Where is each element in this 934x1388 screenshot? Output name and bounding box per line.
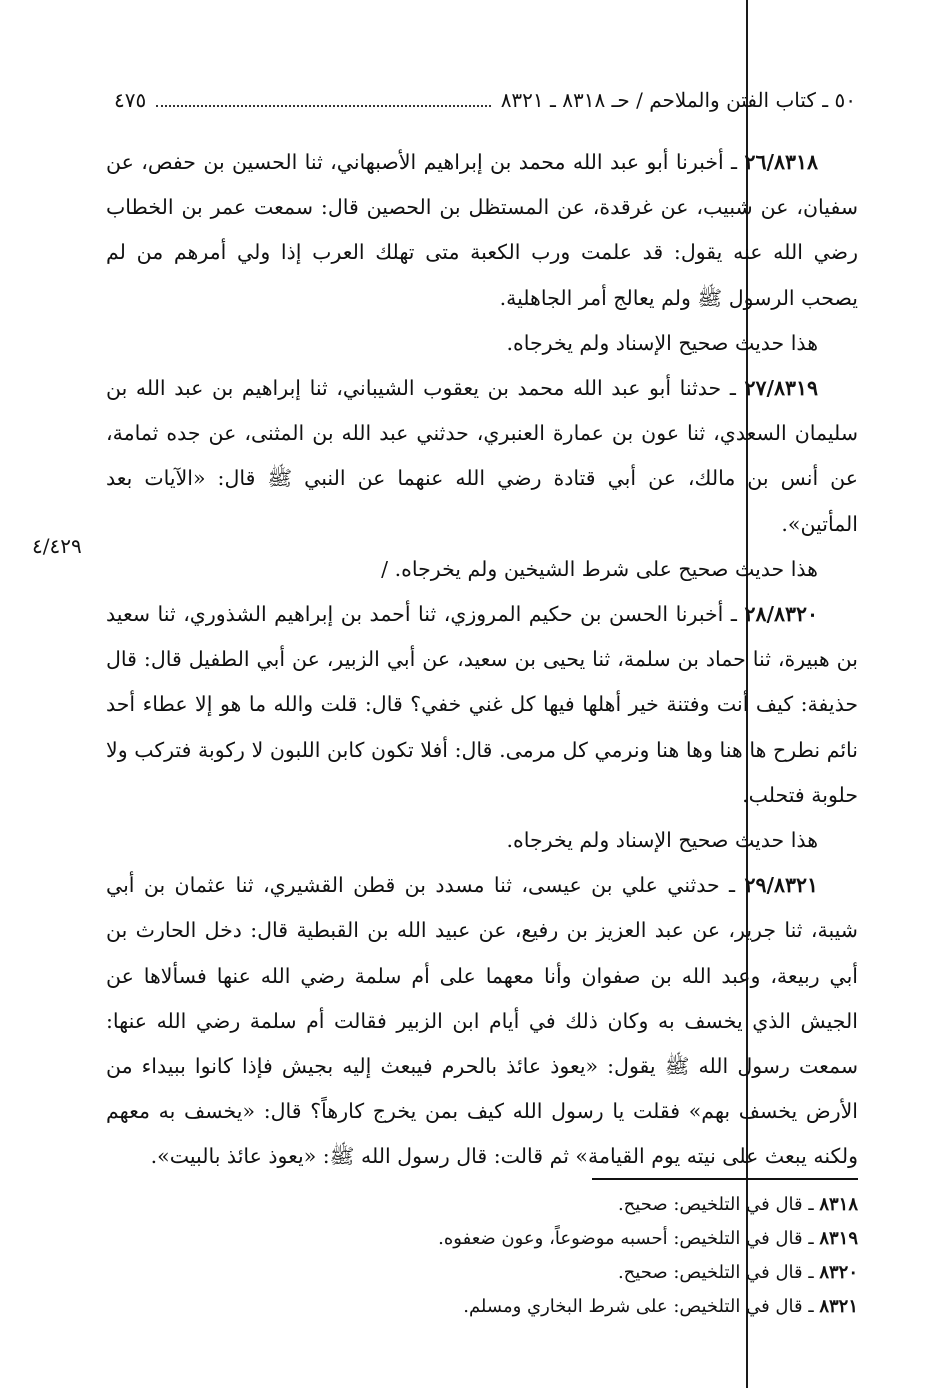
- hadith-number: ٢٩/٨٣٢١: [744, 873, 818, 898]
- running-title: ٥٠ ـ كتاب الفتن والملاحم / حـ ٨٣١٨ ـ ٨٣٢١: [500, 88, 856, 112]
- footnote: [300, 1222, 858, 1256]
- footnote: [300, 1256, 858, 1290]
- page-header: [114, 88, 856, 118]
- hadith-paragraph: [106, 366, 858, 547]
- dot-leader: [156, 105, 490, 107]
- footnote-text: ـ قال في التلخيص: على شرط البخاري ومسلم.: [463, 1296, 820, 1317]
- hadith-paragraph: [106, 863, 858, 1179]
- hadith-number: ٢٦/٨٣١٨: [744, 150, 818, 174]
- hadith-text: ـ حدثني علي بن عيسى، ثنا مسدد بن قطن القشيري، ثنا عثمان بن أبي شيبة، ثنا جرير، عن عبد العزيز بن رفيع، عن عبيد الله بن القبطية قال: دخل الحارث بن أبي ربيعة، وعبد الله بن صفوان وأنا معهما على أم سلمة رضي الله عنها فسألاها عن الجيش الذي يخسف به وكان ذلك في أيام ابن الزبير فقالت أم سلمة رضي الله عنها: سمعت رسول الله ﷺ يقول: «يعوذ عائذ بالحرم فيبعث إليه بجيش فإذا كانوا ببيداء من الأرض يخسف بهم» فقلت يا رسول الله كيف بمن يخرج كارهاً؟ قال: «يخسف به معهم ولكنه يبعث على نيته يوم القيامة» ثم قالت: قال رسول الله ﷺ: «يعوذ عائذ بالبيت».: [106, 873, 858, 1169]
- footnote-number: ٨٣١٨: [819, 1194, 858, 1215]
- grading-text: هذا حديث صحيح الإسناد ولم يخرجاه.: [506, 330, 818, 355]
- footnote-number: ٨٣٢١: [819, 1296, 858, 1317]
- hadith-number: ٢٨/٨٣٢٠: [744, 602, 818, 627]
- footnote-text: ـ قال في التلخيص: أحسبه موضوعاً، وعون ضعفوه.: [438, 1228, 820, 1249]
- footnote: [300, 1290, 858, 1324]
- hadith-paragraph: [106, 140, 858, 321]
- footnote-divider: [592, 1178, 858, 1180]
- footnote-text: ـ قال في التلخيص: صحيح.: [617, 1262, 820, 1283]
- page-number: ٤٧٥: [114, 88, 147, 112]
- hadith-number: ٢٧/٨٣١٩: [744, 376, 818, 401]
- footnote-text: ـ قال في التلخيص: صحيح.: [617, 1194, 820, 1215]
- hadith-paragraph: [106, 592, 858, 818]
- footnotes: [300, 1188, 858, 1324]
- footnote: [300, 1188, 858, 1222]
- grading-text: هذا حديث صحيح الإسناد ولم يخرجاه.: [506, 828, 818, 853]
- main-text: [106, 140, 858, 1180]
- grading-text: هذا حديث صحيح على شرط الشيخين ولم يخرجاه. /: [381, 556, 818, 581]
- hadith-text: ـ حدثنا أبو عبد الله محمد بن يعقوب الشيباني، ثنا إبراهيم بن عبد الله بن سليمان السعدي، ثنا عون بن عمارة العنبري، حدثني عبد الله بن المثنى، عن جده ثمامة، عن أنس بن مالك، عن أبي قتادة رضي الله عنهما عن النبي ﷺ قال: «الآيات بعد المأتين».: [106, 376, 858, 536]
- footnote-number: ٨٣١٩: [819, 1228, 858, 1249]
- grading-paragraph: [106, 547, 858, 592]
- footnote-number: ٨٣٢٠: [819, 1262, 858, 1283]
- grading-paragraph: [106, 818, 858, 863]
- hadith-text: ـ أخبرنا الحسن بن حكيم المروزي، ثنا أحمد بن إبراهيم الشذوري، ثنا سعيد بن هبيرة، ثنا حماد بن سلمة، ثنا يحيى بن سعيد، عن أبي الزبير، عن أبي الطفيل قال: قال حذيفة: كيف أنت وفتنة خير أهلها فيها كل غني خفي؟ قال: قلت والله ما هو إلا عطاء أحد نائم نطرح ها هنا وها هنا ونرمي كل مرمى. قال: أفلا تكون كابن اللبون لا ركوبة فتركب ولا حلوبة فتحلب.: [106, 602, 858, 807]
- grading-paragraph: [106, 321, 858, 366]
- hadith-text: ـ أخبرنا أبو عبد الله محمد بن إبراهيم الأصبهاني، ثنا الحسين بن حفص، عن سفيان، عن شبيب، عن غرقدة، عن المستظل بن الحصين قال: سمعت عمر بن الخطاب رضي الله عنه يقول: قد علمت ورب الكعبة متى تهلك العرب إذا ولي أمرهم من لم يصحب الرسول ﷺ ولم يعالج أمر الجاهلية.: [106, 150, 858, 310]
- margin-volume-reference: ٤/٤٢٩: [32, 534, 82, 558]
